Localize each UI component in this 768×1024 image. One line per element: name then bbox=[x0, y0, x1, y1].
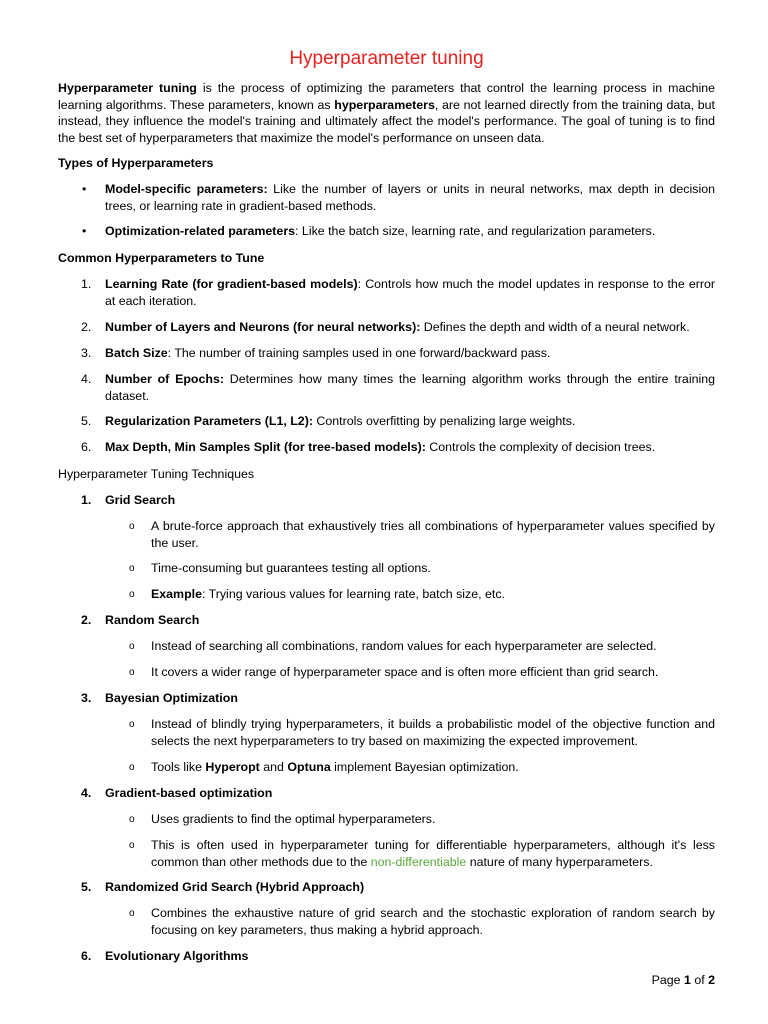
page-prefix: Page bbox=[651, 973, 684, 987]
item-label: Regularization Parameters (L1, L2): bbox=[105, 414, 313, 428]
sub-item-text: : Trying various values for learning rate, batch size, etc. bbox=[201, 587, 505, 601]
technique-name: Gradient-based optimization bbox=[105, 786, 273, 800]
sub-item bbox=[129, 905, 715, 938]
types-heading: Types of Hyperparameters bbox=[58, 156, 214, 170]
sub-item-text: Uses gradients to find the optimal hyperparameters. bbox=[151, 812, 436, 826]
sub-item-label: Example bbox=[151, 587, 202, 601]
item-number: 2. bbox=[81, 320, 92, 334]
intro-term: Hyperparameter tuning bbox=[58, 81, 197, 95]
item-label: Max Depth, Min Samples Split (for tree-based models): bbox=[105, 440, 426, 454]
item-number: 6. bbox=[81, 949, 92, 963]
circle-bullet-icon: o bbox=[129, 719, 135, 730]
item-number: 3. bbox=[81, 346, 92, 360]
list-item bbox=[82, 223, 715, 240]
bullet-icon: • bbox=[82, 224, 87, 238]
list-item bbox=[81, 371, 715, 404]
circle-bullet-icon: o bbox=[129, 521, 135, 532]
sub-item-text: nature of many hyperparameters. bbox=[466, 854, 653, 869]
sub-item-text: Tools like bbox=[151, 760, 206, 774]
technique-random-search bbox=[81, 612, 715, 629]
item-text: : Like the batch size, learning rate, and regularization parameters. bbox=[295, 224, 656, 238]
sub-item-text: Instead of blindly trying hyperparameters, it builds a probabilistic model of the objective function and selects the next hyperparameters to try based on maximizing the expected improvement. bbox=[151, 717, 715, 748]
sub-item bbox=[129, 638, 715, 655]
bullet-icon: • bbox=[82, 182, 87, 196]
item-text: Defines the depth and width of a neural network. bbox=[420, 320, 690, 334]
intro-text-1: is the process of optimizing the parameters that control the learning process in machine learning algorithms. These parameters, known as bbox=[58, 81, 716, 112]
common-heading: Common Hyperparameters to Tune bbox=[58, 251, 265, 265]
circle-bullet-icon: o bbox=[129, 589, 135, 600]
circle-bullet-icon: o bbox=[129, 762, 135, 773]
item-label: Optimization-related parameters bbox=[105, 224, 296, 238]
sub-item bbox=[129, 560, 715, 577]
list-item bbox=[81, 439, 715, 456]
intro-text-2: , are not learned directly from the training data, but instead, they influence the model's training and ultimately affect the model's performance. The goal of tuning is to find the best set of hyperparameters that maximize the model's performance on unseen data. bbox=[58, 97, 715, 145]
technique-name: Random Search bbox=[105, 613, 200, 627]
sub-item-text: Instead of searching all combinations, random values for each hyperparameter are selected. bbox=[151, 639, 657, 653]
item-label: Model-specific parameters: bbox=[105, 182, 268, 196]
sub-item bbox=[129, 664, 715, 681]
sub-item bbox=[129, 837, 715, 870]
item-text: Controls the complexity of decision trees. bbox=[425, 440, 656, 454]
tool-name-optuna: Optuna bbox=[287, 760, 331, 774]
item-label: Batch Size bbox=[105, 346, 168, 360]
non-differentiable-link[interactable]: non-differentiable bbox=[370, 854, 467, 869]
item-text: Determines how many times the learning algorithm works through the entire training dataset. bbox=[105, 372, 715, 403]
list-item bbox=[82, 181, 715, 214]
sub-item-text: and bbox=[259, 760, 288, 774]
item-text: Controls overfitting by penalizing large weights. bbox=[312, 414, 576, 428]
intro-term-2: hyperparameters bbox=[334, 97, 435, 112]
sub-item-text: implement Bayesian optimization. bbox=[330, 760, 519, 774]
sub-item-text: It covers a wider range of hyperparameter space and is often more efficient than grid search. bbox=[151, 665, 659, 679]
circle-bullet-icon: o bbox=[129, 840, 135, 851]
circle-bullet-icon: o bbox=[129, 641, 135, 652]
technique-evolutionary-algorithms bbox=[81, 948, 715, 965]
sub-item-text: Time-consuming but guarantees testing all options. bbox=[151, 561, 431, 575]
sub-item bbox=[129, 518, 715, 551]
sub-item-text: This is often used in hyperparameter tuning for differentiable hyperparameters, although it's less common than other methods due to the bbox=[151, 838, 715, 869]
item-number: 4. bbox=[81, 786, 92, 800]
technique-name: Bayesian Optimization bbox=[105, 691, 238, 705]
item-text: : Controls how much the model updates in response to the error at each iteration. bbox=[105, 277, 715, 308]
circle-bullet-icon: o bbox=[129, 814, 135, 825]
page-total: 2 bbox=[708, 973, 715, 987]
item-number: 4. bbox=[81, 372, 92, 386]
circle-bullet-icon: o bbox=[129, 908, 135, 919]
sub-item bbox=[129, 759, 715, 776]
technique-name: Randomized Grid Search (Hybrid Approach) bbox=[105, 880, 365, 894]
intro-paragraph bbox=[58, 80, 715, 146]
technique-name: Grid Search bbox=[105, 493, 176, 507]
sub-item bbox=[129, 811, 715, 828]
sub-item-text: A brute-force approach that exhaustively tries all combinations of hyperparameter values specified by the user. bbox=[151, 519, 715, 550]
item-number: 5. bbox=[81, 880, 92, 894]
page-current: 1 bbox=[683, 973, 691, 987]
circle-bullet-icon: o bbox=[129, 563, 135, 574]
technique-name: Evolutionary Algorithms bbox=[105, 949, 249, 963]
item-label: Number of Epochs: bbox=[105, 372, 224, 386]
circle-bullet-icon: o bbox=[129, 667, 135, 678]
item-number: 1. bbox=[81, 277, 92, 291]
technique-grid-search bbox=[81, 492, 715, 509]
technique-randomized-grid-search bbox=[81, 879, 715, 896]
tool-name-hyperopt: Hyperopt bbox=[205, 760, 260, 774]
list-item bbox=[81, 276, 715, 309]
sub-item bbox=[129, 586, 715, 603]
sub-item-text: Combines the exhaustive nature of grid search and the stochastic exploration of random search by focusing on key parameters, thus making a hybrid approach. bbox=[151, 906, 715, 937]
item-text: Like the number of layers or units in neural networks, max depth in decision trees, or learning rate in gradient-based methods. bbox=[105, 182, 715, 213]
item-label: Number of Layers and Neurons (for neural networks): bbox=[105, 320, 421, 334]
sub-item bbox=[129, 716, 715, 749]
item-number: 3. bbox=[81, 691, 92, 705]
page-title: Hyperparameter tuning bbox=[289, 48, 484, 69]
page-mid: of bbox=[690, 973, 709, 987]
technique-gradient-based bbox=[81, 785, 715, 802]
item-number: 6. bbox=[81, 440, 92, 454]
list-item bbox=[81, 413, 715, 430]
list-item bbox=[81, 345, 715, 362]
item-label: Learning Rate (for gradient-based models) bbox=[105, 277, 358, 291]
page-number bbox=[652, 973, 715, 987]
item-number: 5. bbox=[81, 414, 92, 428]
list-item bbox=[81, 319, 715, 336]
item-number: 2. bbox=[81, 613, 92, 627]
techniques-heading: Hyperparameter Tuning Techniques bbox=[58, 467, 255, 481]
item-number: 1. bbox=[81, 493, 92, 507]
item-text: : The number of training samples used in one forward/backward pass. bbox=[167, 346, 551, 360]
technique-bayesian-optimization bbox=[81, 690, 715, 707]
